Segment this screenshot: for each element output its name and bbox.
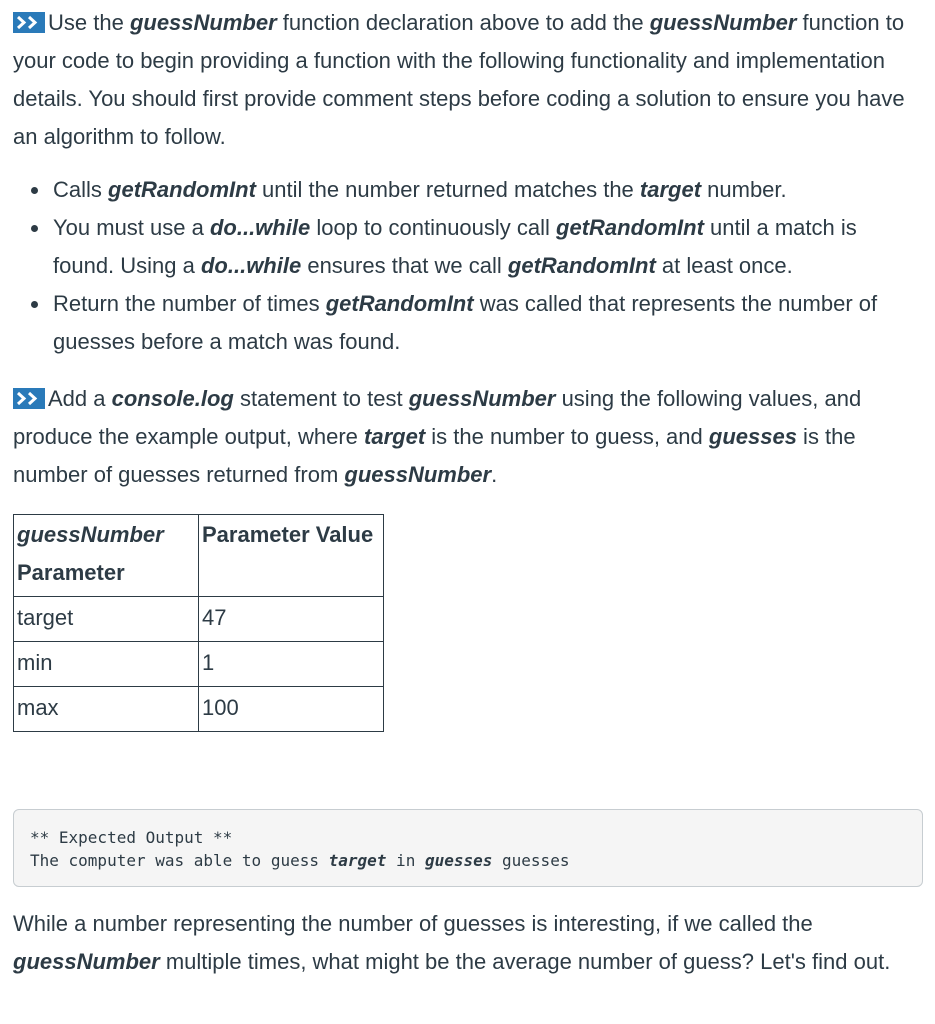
- list-item-text: at least once.: [655, 253, 793, 278]
- p3-text: multiple times, what might be the average number of guess? Let's find out.: [159, 949, 891, 974]
- list-item-text: You must use a: [53, 215, 210, 240]
- list-item-term: do...while: [200, 253, 302, 278]
- p2-text: statement to test: [233, 386, 409, 411]
- header-cell-value: Parameter Value: [199, 515, 384, 597]
- p1-text-3: function to your code to begin providing a function with the following functionality and implementation details. You should first provide comment steps before coding a solution to ensure you have an algorithm to follow.: [13, 10, 905, 149]
- p2-text: using the following values, and produce the example output, where: [13, 386, 862, 449]
- list-item-text: ensures that we call: [301, 253, 508, 278]
- param-value-cell: 47: [199, 597, 384, 642]
- p1-text-2: function declaration above to add the: [276, 10, 650, 35]
- header-term: guessNumber: [17, 522, 164, 547]
- list-item-term: do...while: [209, 215, 311, 240]
- code-text: in: [386, 851, 425, 870]
- param-value-cell: 1: [199, 642, 384, 687]
- table-row: [14, 642, 384, 687]
- list-item-text: was called that represents the number of guesses before a match was found.: [53, 291, 878, 354]
- double-chevron-right-icon: [13, 388, 45, 409]
- param-name-cell: max: [14, 687, 199, 732]
- list-item-text: Return the number of times: [53, 291, 326, 316]
- p2-term: console.log: [111, 386, 234, 411]
- list-item-text: Calls: [53, 177, 109, 202]
- list-item: [53, 171, 923, 209]
- code-text: guesses: [492, 851, 570, 870]
- p2-term: target: [364, 424, 426, 449]
- code-line-1: ** Expected Output **: [30, 828, 233, 847]
- instruction-paragraph-2: [13, 380, 923, 494]
- list-item: [53, 209, 923, 285]
- parameters-table: [13, 514, 384, 732]
- header-text: Parameter: [17, 560, 125, 585]
- list-item-term: getRandomInt: [556, 215, 704, 240]
- closing-paragraph: [13, 905, 923, 981]
- param-value-cell: 100: [199, 687, 384, 732]
- instructions-content: [13, 4, 923, 981]
- list-item-text: until the number returned matches the: [255, 177, 640, 202]
- p2-term: guesses: [708, 424, 797, 449]
- list-item-term: getRandomInt: [507, 253, 656, 278]
- requirements-list: [13, 171, 923, 361]
- p2-text: .: [491, 462, 498, 487]
- list-item: [53, 285, 923, 361]
- code-placeholder: target: [328, 851, 387, 870]
- p2-text: Add a: [48, 386, 112, 411]
- p2-term: guessNumber: [344, 462, 492, 487]
- param-name-cell: min: [14, 642, 199, 687]
- table-header-row: [14, 515, 384, 597]
- table-row: [14, 687, 384, 732]
- double-chevron-right-icon: [13, 12, 45, 33]
- p2-text: is the number of guesses returned from: [13, 424, 856, 487]
- p1-code-term-2: guessNumber: [649, 10, 797, 35]
- param-name-cell: target: [14, 597, 199, 642]
- p3-term: guessNumber: [13, 949, 160, 974]
- code-placeholder: guesses: [424, 851, 493, 870]
- list-item-text: until a match is found. Using a: [53, 215, 857, 278]
- list-item-term: getRandomInt: [108, 177, 256, 202]
- p1-code-term-1: guessNumber: [129, 10, 277, 35]
- list-item-term: target: [639, 177, 702, 202]
- instruction-paragraph-1: [13, 4, 923, 156]
- header-cell-parameter: [14, 515, 199, 597]
- list-item-text: loop to continuously call: [310, 215, 557, 240]
- p3-text: While a number representing the number of guesses is interesting, if we called the: [13, 911, 813, 936]
- list-item-text: number.: [701, 177, 787, 202]
- p2-term: guessNumber: [408, 386, 556, 411]
- code-text: The computer was able to guess: [30, 851, 329, 870]
- p1-text-1: Use the: [48, 10, 130, 35]
- expected-output-code-block: [13, 809, 923, 887]
- list-item-term: getRandomInt: [325, 291, 474, 316]
- p2-text: is the number to guess, and: [425, 424, 709, 449]
- table-row: [14, 597, 384, 642]
